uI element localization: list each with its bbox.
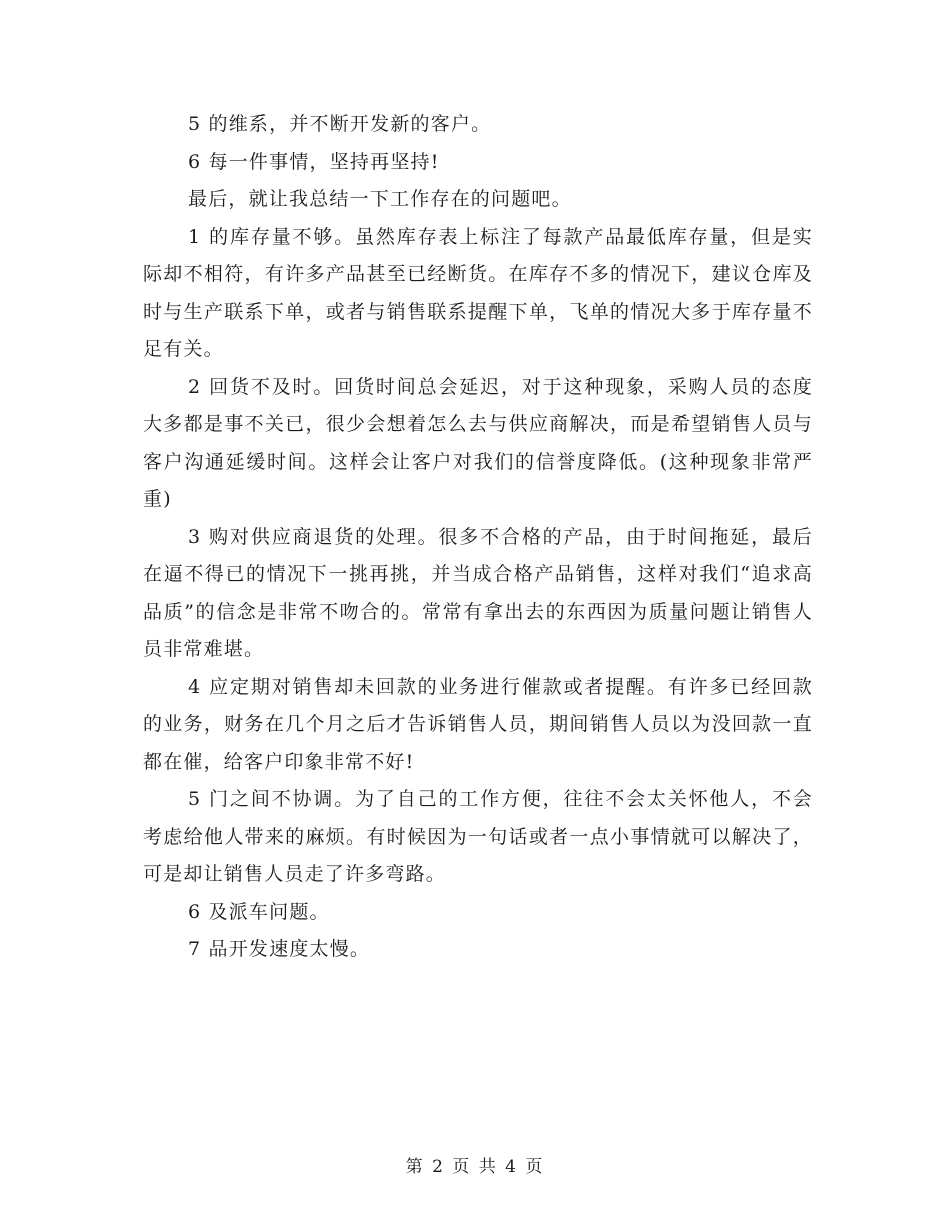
paragraph: 5 的维系，并不断开发新的客户。 (188, 113, 492, 135)
paragraph: 6 及派车问题。 (188, 900, 330, 923)
paragraph: 2 回货不及时。回货时间总会延迟，对于这种现象，采购人员的态度大多都是事不关已，很少会想着怎么去与供应商解决，而是希望销售人员与客户沟通延缓时间。这样会让客户对我们的信誉度降低。(这种现象非常严重) (143, 375, 813, 510)
paragraph: 4 应定期对销售却未回款的业务进行催款或者提醒。有许多已经回款的业务，财务在几个月之后才告诉销售人员，期间销售人员以为没回款一直都在催，给客户印象非常不好! (143, 675, 813, 773)
paragraph: 1 的库存量不够。虽然库存表上标注了每款产品最低库存量，但是实际却不相符，有许多产品甚至已经断货。在库存不多的情况下，建议仓库及时与生产联系下单，或者与销售联系提醒下单，飞单的情况大多于库存量不足有关。 (143, 225, 813, 360)
paragraph: 3 购对供应商退货的处理。很多不合格的产品，由于时间拖延，最后在逼不得已的情况下一挑再挑，并当成合格产品销售，这样对我们“追求高品质”的信念是非常不吻合的。常常有拿出去的东西因为质量问题让销售人员非常难堪。 (143, 525, 813, 660)
page-footer: 第 2 页 共 4 页 (405, 1157, 545, 1177)
paragraph: 最后，就让我总结一下工作存在的问题吧。 (188, 188, 572, 210)
document-body (143, 106, 813, 969)
paragraph: 7 品开发速度太慢。 (188, 938, 371, 960)
paragraph: 5 门之间不协调。为了自己的工作方便，往往不会太关怀他人，不会考虑给他人带来的麻烦。有时候因为一句话或者一点小事情就可以解决了，可是却让销售人员走了许多弯路。 (143, 788, 813, 885)
paragraph: 6 每一件事情，坚持再坚持! (188, 150, 440, 173)
